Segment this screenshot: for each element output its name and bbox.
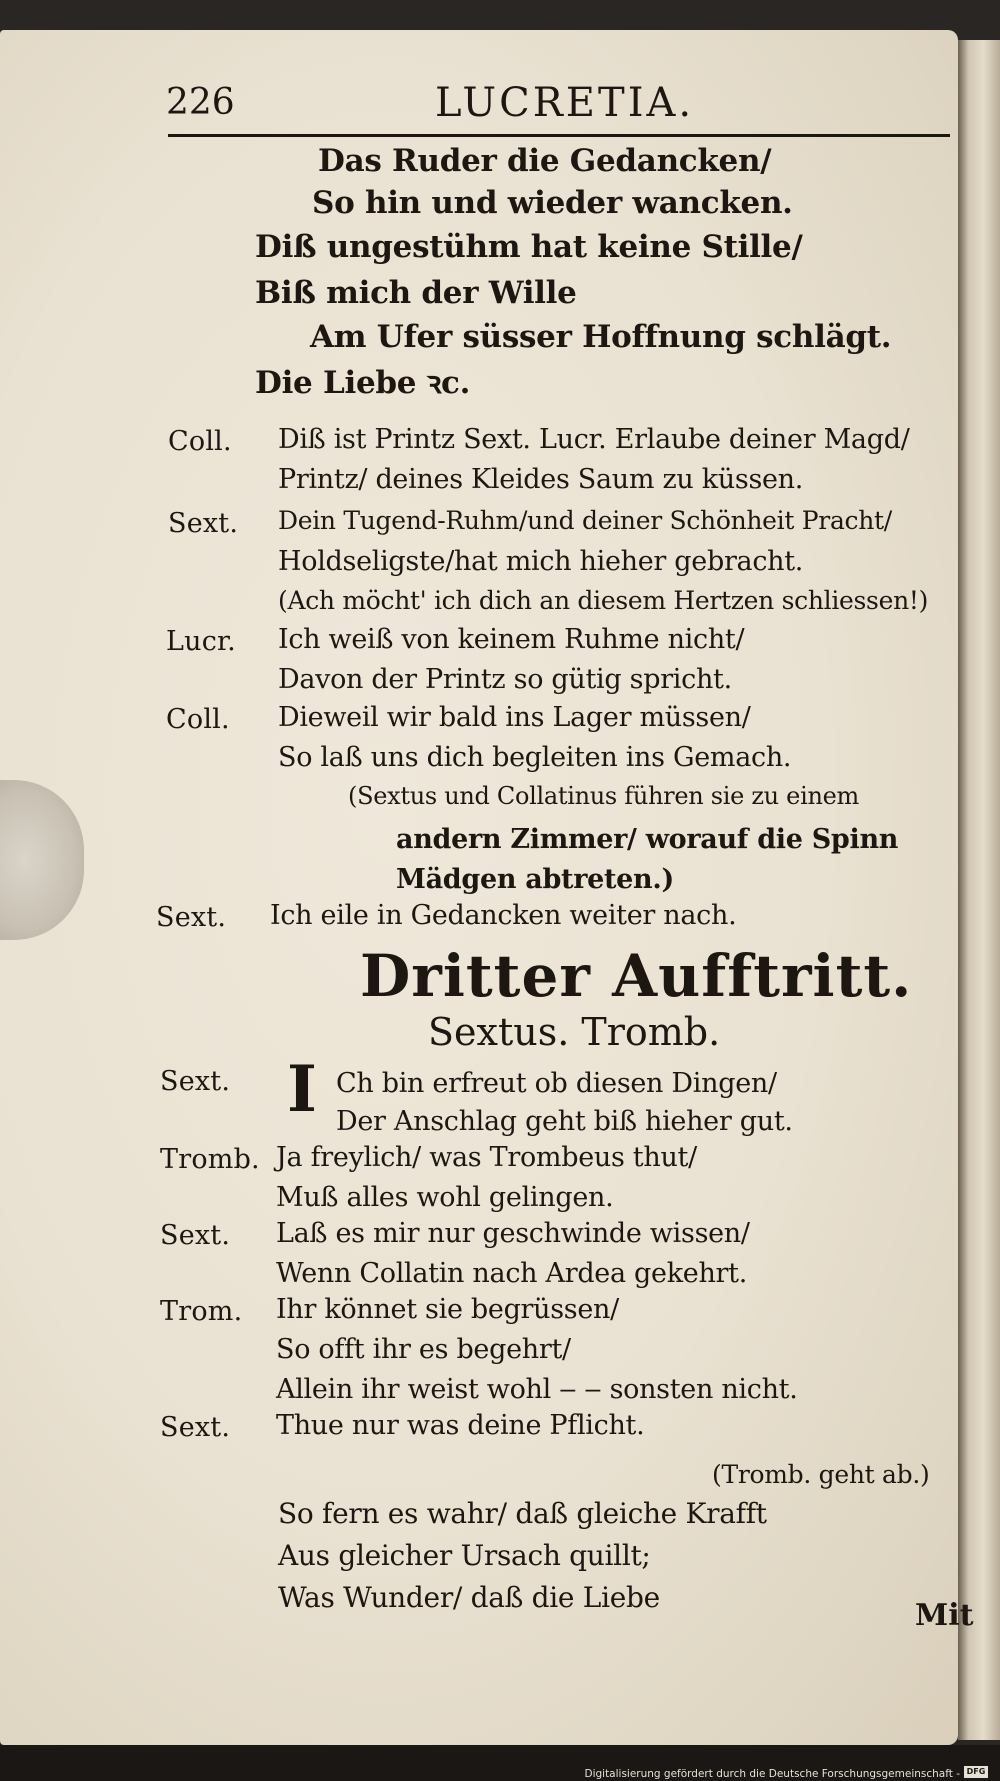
dialogue-line: Printz/ deines Kleides Saum zu küssen. xyxy=(278,464,804,495)
dialogue-line: Allein ihr weist wohl ‒ ‒ sonsten nicht. xyxy=(276,1374,798,1405)
dialogue-line: Dein Tugend-Ruhm/und deiner Schönheit Pracht/ xyxy=(278,506,892,535)
speaker-label: Sext. xyxy=(160,1066,231,1097)
dialogue-line: Davon der Printz so gütig spricht. xyxy=(278,664,732,695)
speaker-label: Coll. xyxy=(168,426,232,457)
dfg-logo-icon: DFG xyxy=(964,1766,988,1778)
dialogue-line: Muß alles wohl gelingen. xyxy=(276,1182,614,1213)
dialogue-line: Ich eile in Gedancken weiter nach. xyxy=(270,900,737,931)
speaker-label: Tromb. xyxy=(160,1144,260,1175)
catchword: Mit xyxy=(915,1598,974,1633)
stage-direction: (Tromb. geht ab.) xyxy=(712,1460,930,1489)
speaker-label: Sext. xyxy=(160,1220,231,1251)
dialogue-line: Aus gleicher Ursach quillt; xyxy=(278,1539,651,1572)
page-number: 226 xyxy=(166,82,235,123)
speaker-label: Lucr. xyxy=(166,626,236,657)
speaker-label: Coll. xyxy=(166,704,230,735)
speaker-label: Trom. xyxy=(160,1296,243,1327)
running-title: LUCRETIA. xyxy=(435,80,695,126)
dialogue-line: Wenn Collatin nach Ardea gekehrt. xyxy=(276,1258,747,1289)
dialogue-line: (Ach möcht' ich dich an diesem Hertzen schliessen!) xyxy=(278,586,929,615)
dialogue-line: Diß ist Printz Sext. Lucr. Erlaube deiner Magd/ xyxy=(278,424,910,455)
footer-credit: Digitalisierung gefördert durch die Deutsche Forschungsgemeinschaft - xyxy=(584,1768,960,1780)
speaker-label: Sext. xyxy=(168,508,239,539)
scene-persons: Sextus. Tromb. xyxy=(428,1010,721,1054)
verse-line: Das Ruder die Gedancken/ xyxy=(318,143,772,179)
stage-direction: andern Zimmer/ worauf die Spinn xyxy=(396,824,899,855)
verse-line: So hin und wieder wancken. xyxy=(312,185,793,221)
dialogue-line: Ch bin erfreut ob diesen Dingen/ xyxy=(336,1068,777,1099)
dialogue-line: Was Wunder/ daß die Liebe xyxy=(278,1581,660,1614)
dialogue-line: Ihr könnet sie begrüssen/ xyxy=(276,1294,619,1325)
verse-line: Die Liebe ꝛc. xyxy=(255,365,471,401)
dialogue-line: Laß es mir nur geschwinde wissen/ xyxy=(276,1218,750,1249)
stage-direction: (Sextus und Collatinus führen sie zu einem xyxy=(348,782,859,810)
dialogue-line: Holdseligste/hat mich hieher gebracht. xyxy=(278,546,804,577)
speaker-label: Sext. xyxy=(156,902,227,933)
dialogue-line: So offt ihr es begehrt/ xyxy=(276,1334,571,1365)
dialogue-line: Dieweil wir bald ins Lager müssen/ xyxy=(278,702,751,733)
verse-line: Diß ungestühm hat keine Stille/ xyxy=(255,229,803,265)
dialogue-line: Ich weiß von keinem Ruhme nicht/ xyxy=(278,624,745,655)
scene-title: Dritter Aufftritt. xyxy=(360,942,913,1010)
header-rule xyxy=(168,134,950,137)
dialogue-line: Thue nur was deine Pflicht. xyxy=(276,1410,645,1441)
stage-direction: Mädgen abtreten.) xyxy=(396,864,674,895)
dialogue-line: Der Anschlag geht biß hieher gut. xyxy=(336,1106,793,1137)
verse-line: Am Ufer süsser Hoffnung schlägt. xyxy=(310,319,892,355)
drop-cap: I xyxy=(287,1052,317,1127)
speaker-label: Sext. xyxy=(160,1412,231,1443)
next-page-edge xyxy=(958,40,1000,1740)
dialogue-line: So laß uns dich begleiten ins Gemach. xyxy=(278,742,792,773)
dialogue-line: Ja freylich/ was Trombeus thut/ xyxy=(276,1142,697,1173)
dialogue-line: So fern es wahr/ daß gleiche Krafft xyxy=(278,1497,767,1530)
verse-line: Biß mich der Wille xyxy=(255,275,577,311)
